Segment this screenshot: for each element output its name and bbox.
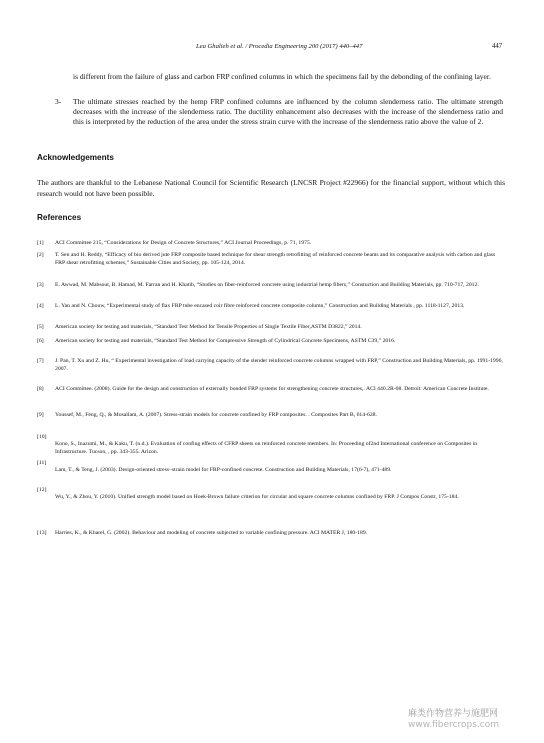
reference-item xyxy=(37,303,506,311)
reference-text: ACI Committee. (2008). Guide for the design and construction of externally bonded FRP systems for strengthening concrete structures,. ACI 440.2R-08. Detroit: American Concrete Institute. xyxy=(55,386,489,392)
reference-item xyxy=(37,324,506,332)
reference-number: [9] xyxy=(37,412,44,418)
references-heading: References xyxy=(37,213,82,222)
reference-number: [7] xyxy=(37,358,44,364)
reference-text: T. Sen and H. Reddy, “Efficacy of bio derived jute FRP composite based technique for shear strength retrofitting of reinforced concrete beams and its comparative analysis with carbon and glass FRP shear retrofitting schemes,” Sustainable Cities and Society, pp. 105-124, 2014. xyxy=(55,252,496,266)
reference-item xyxy=(37,386,506,394)
reference-item xyxy=(37,460,506,475)
reference-text: ACI Committee 215, “Considerations for Design of Concrete Structures,” ACI Journal Proceedings, p. 71, 1975. xyxy=(55,240,312,246)
conclusion-item-text: The ultimate stresses reached by the hemp FRP confined columns are influenced by the column slenderness ratio. The ultimate strength decreases with the increase of the slenderness ratio. The ductility enhancement also decreases with the increase of the slenderness ratio and this is interpreted by the reduction of the area under the stress strain curve with the increase of the slenderness ratio above the value of 2. xyxy=(73,97,503,126)
reference-text: Harries, K., & Kharel, G. (2002). Behaviour and modeling of concrete subjected to variable confining pressure. ACI MATER J, 180-189. xyxy=(55,530,368,536)
reference-number: [1] xyxy=(37,240,44,246)
acknowledgements-heading: Acknowledgements xyxy=(37,153,114,162)
reference-item xyxy=(37,434,506,456)
reference-text: J. Pan, T. Xu and Z. Hu, “ Experimental investigation of load carrying capacity of the slender reinforced concrete columns wrapped with FRP,” Construction and Building Materials, pp. 1991-1996, 2007. xyxy=(55,358,503,372)
running-header: Lea Ghalieh et al. / Procedia Engineering 200 (2017) 440–447 xyxy=(196,43,363,50)
reference-number: [13] xyxy=(37,530,47,536)
page-number: 447 xyxy=(492,43,503,50)
watermark xyxy=(408,709,499,731)
reference-item xyxy=(37,412,506,420)
reference-item xyxy=(37,252,506,267)
reference-number: [11] xyxy=(37,460,47,466)
reference-number: [4] xyxy=(37,303,44,309)
reference-item xyxy=(37,358,506,373)
watermark-url: www.fibercrops.com xyxy=(408,720,499,730)
reference-text: Wu, Y., & Zhou, Y. (2010). Unified strength model based on Hoek-Brown failure criterion for circular and square concrete columns confined by FRP. J Compos Constr, 175-184. xyxy=(55,494,459,500)
conclusion-item-number: 3- xyxy=(55,97,62,106)
reference-item xyxy=(37,240,506,248)
reference-item xyxy=(37,338,506,346)
reference-item xyxy=(37,530,506,538)
reference-text: Kono, S., Inazumi, M., & Kaku, T. (n.d.). Evaluation of confing effects of CFRP sheets on reinforced concrete members. In: Proceeding of2nd International conference on Composites in Infrastructure. Tucson, , pp. 343-355. Arizon. xyxy=(55,441,478,455)
watermark-text: 麻类作物营养与施肥网 xyxy=(408,709,499,719)
reference-text: L. Yan and N. Chouw, “Experimental study of flax FRP tube encased coir fibre reinforced concrete composite column,” Construction and Building Materials , pp. 1118-1127, 2013. xyxy=(55,303,465,309)
reference-number: [2] xyxy=(37,252,44,258)
reference-number: [12] xyxy=(37,487,47,493)
acknowledgements-text: The authors are thankful to the Lebanese National Council for Scientific Research (LNCSR Project #22966) for the financial support, without which this research would not have been possible. xyxy=(37,178,505,198)
reference-number: [6] xyxy=(37,338,44,344)
reference-number: [3] xyxy=(37,282,44,288)
reference-number: [10] xyxy=(37,434,47,440)
reference-text: American society for testing and materials, “Standard Test Method for Compressive Strength of Cylindrical Concrete Specimens, ASTM C39,” 2016. xyxy=(55,338,396,344)
reference-item xyxy=(37,487,506,502)
conclusion-continued-text: is different from the failure of glass and carbon FRP confined columns in which the specimens fail by the debonding of the confining layer. xyxy=(73,72,491,81)
reference-text: Youssef, M., Feng, Q., & Mosallam, A. (2007). Stress-strain models for concrete confined by FRP composites. . Composites Part B, 614-628. xyxy=(55,412,377,418)
reference-text: E. Awwad, M. Mabsout, B. Hamad, M. Farran and H. Khatib, “Studies on fiber-reinforced concrete using industrial hemp fibers,” Constuction and Building Materials, pp. 710-717, 2012. xyxy=(55,282,479,288)
reference-text: Lam, T., & Teng, J. (2003). Design-oriented stress–strain model for FRP-confined concrete. Construction and Building Materials, 17(6-7), 471-489. xyxy=(55,467,392,473)
reference-item xyxy=(37,282,506,290)
reference-number: [8] xyxy=(37,386,44,392)
reference-number: [5] xyxy=(37,324,44,330)
reference-text: American society for testing and materials, “Standard Test Method for Tensile Properties of Single Textile Fiber,ASTM D3822,” 2014. xyxy=(55,324,362,330)
